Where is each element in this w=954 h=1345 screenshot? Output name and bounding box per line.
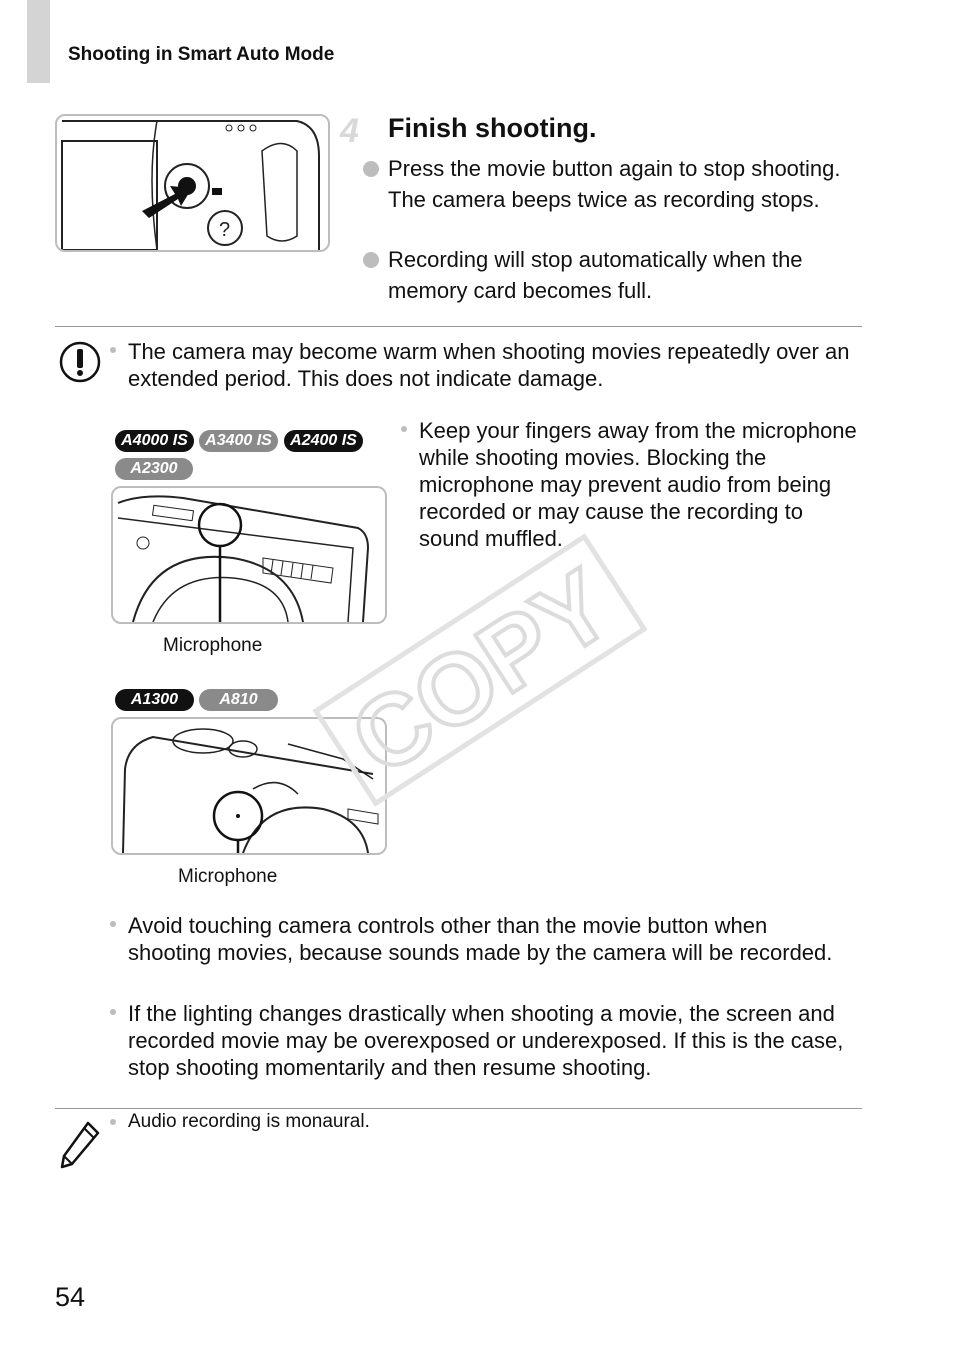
model-badge: A2400 IS <box>284 430 363 452</box>
watermark-text: COPY <box>332 548 631 797</box>
step-bullet: Press the movie button again to stop shooting. The camera beeps twice as recording stops. <box>388 154 858 215</box>
bullet-icon <box>401 426 407 432</box>
step-title: Finish shooting. <box>388 113 597 143</box>
model-badge: A810 <box>199 689 278 711</box>
caution-note: Keep your fingers away from the microphone while shooting movies. Blocking the microphone may prevent audio from being recorded or may cause the recording to sound muffled. <box>419 417 859 552</box>
movie-button-illustration <box>55 114 330 252</box>
section-divider <box>55 326 862 327</box>
section-title: Shooting in Smart Auto Mode <box>68 44 335 65</box>
microphone-caption: Microphone <box>178 866 278 887</box>
model-badge: A3400 IS <box>199 430 278 452</box>
header-side-bar <box>27 0 50 83</box>
copy-watermark <box>300 520 660 820</box>
bullet-icon <box>110 1009 116 1015</box>
pencil-icon <box>58 1120 102 1170</box>
model-badge: A1300 <box>115 689 194 711</box>
svg-text:?: ? <box>219 219 231 241</box>
section-divider <box>55 1108 862 1109</box>
caution-note: If the lighting changes drastically when shooting a movie, the screen and recorded movie may be overexposed or underexposed. If this is the case, stop shooting momentarily and then resume shooting. <box>128 1000 853 1081</box>
model-badge: A2300 <box>115 458 193 480</box>
caution-note: Avoid touching camera controls other than the movie button when shooting movies, because sounds made by the camera will be recorded. <box>128 912 853 966</box>
bullet-icon <box>363 161 379 177</box>
page-number: 54 <box>55 1282 86 1312</box>
bullet-icon <box>110 921 116 927</box>
bullet-icon <box>110 347 116 353</box>
camera-back-drawing <box>57 116 328 250</box>
caution-note: The camera may become warm when shooting movies repeatedly over an extended period. This does not indicate damage. <box>128 338 853 392</box>
model-badge: A4000 IS <box>115 430 194 452</box>
step-bullet: Recording will stop automatically when the memory card becomes full. <box>388 245 858 306</box>
bullet-icon <box>363 252 379 268</box>
microphone-caption: Microphone <box>163 635 263 656</box>
step-number: 4 <box>340 112 359 150</box>
bullet-icon <box>110 1119 116 1125</box>
caution-icon <box>58 340 102 384</box>
memo-note: Audio recording is monaural. <box>128 1111 853 1133</box>
